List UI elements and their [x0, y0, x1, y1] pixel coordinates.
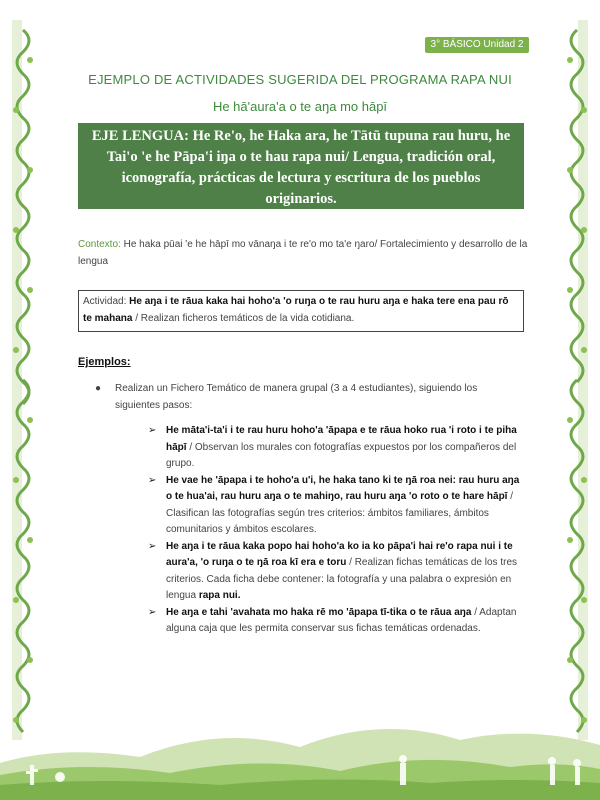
document-subtitle: He hā'aura'a o te aŋa mo hāpī	[212, 99, 388, 114]
step-item-3	[148, 539, 526, 605]
step-1-spanish: / Observan los murales con fotografías expuestos por los compañeros del grupo.	[166, 441, 517, 469]
eje-lengua-banner	[78, 123, 524, 209]
main-bullet-text: Realizan un Fichero Temático de manera grupal (3 a 4 estudiantes), siguiendo los siguientes pasos:	[115, 383, 478, 411]
contexto-label: Contexto:	[78, 239, 121, 250]
arrow-bullet-icon: ➢	[148, 425, 157, 436]
left-decorative-border	[8, 20, 38, 740]
step-item-1	[148, 423, 526, 473]
step-item-2	[148, 473, 526, 539]
footer-landscape-illustration	[0, 685, 600, 800]
step-2-spanish: / Clasifican las fotografías según tres criterios: ámbitos familiares, ámbitos comunitarios y ámbitos escolares.	[166, 491, 514, 535]
eje-text: EJE LENGUA: He Re'o, he Haka ara, he Tātū tupuna rau huru, he Tai'o 'e he Pāpa'i iŋa o te hau rapa nui/ Lengua, tradición oral, iconografía, prácticas de lectura y escritura de los pueblos originarios.	[91, 128, 511, 207]
right-decorative-border	[562, 20, 592, 740]
actividad-label: Actividad:	[83, 296, 130, 307]
grade-unit-badge: 3° BÁSICO Unidad 2	[425, 37, 529, 53]
arrow-bullet-icon: ➢	[148, 540, 157, 552]
actividad-spanish-text: / Realizan ficheros temáticos de la vida cotidiana.	[132, 313, 355, 324]
arrow-bullet-icon: ➢	[148, 474, 157, 486]
step-3-rapanui: He aŋa i te rāua kaka popo hai hoho'a ko ia ko pāpa'i hai re'o rapa nui i te aura'a, 'o ruŋa o te ŋā roa kī era e toru	[166, 540, 513, 568]
step-2-rapanui: He vae he 'āpapa i te hoho'a u'i, he haka tano ki te ŋā roa nei: rau huru aŋa o te hua'ai, rau huru aŋa o te mahiŋo, rau huru aŋa 'o roto o te hare hāpī	[166, 474, 520, 502]
step-3-spanish: / Realizan fichas temáticas de los tres criterios. Cada ficha debe contener: la fotografía y una palabra o expresión en lengua	[166, 557, 518, 601]
actividad-box	[78, 290, 524, 332]
contexto-paragraph	[78, 236, 528, 270]
arrow-bullet-icon: ➢	[148, 606, 157, 618]
steps-list	[148, 423, 526, 638]
step-4-spanish: / Adaptan alguna caja que les permita conservar sus fichas temáticas ordenadas.	[166, 606, 517, 634]
ejemplos-heading: Ejemplos:	[78, 356, 131, 368]
actividad-rapanui-text: He aŋa i te rāua kaka hai hoho'a 'o ruŋa o te rau huru aŋa e haka tere ena pau rō te mahana	[83, 296, 509, 324]
document-title: EJEMPLO DE ACTIVIDADES SUGERIDA DEL PROGRAMA RAPA NUI	[88, 72, 512, 87]
contexto-text: He haka pūai 'e he hāpī mo vānaŋa i te re'o mo ta'e ŋaro/ Fortalecimiento y desarrollo de la lengua	[78, 239, 528, 267]
step-3-rapanui-end: rapa nui.	[198, 590, 241, 601]
bullet-dot-icon: ●	[95, 383, 102, 394]
step-item-4	[148, 605, 526, 638]
step-4-rapanui: He aŋa e tahi 'avahata mo haka rē mo 'āpapa tī-tika o te rāua aŋa	[166, 606, 472, 618]
step-1-rapanui: He māta'i-ta'i i te rau huru hoho'a 'āpapa e te rāua hoko rua 'i roto i te piha hāpī	[166, 425, 517, 453]
main-bullet-item	[95, 381, 525, 414]
